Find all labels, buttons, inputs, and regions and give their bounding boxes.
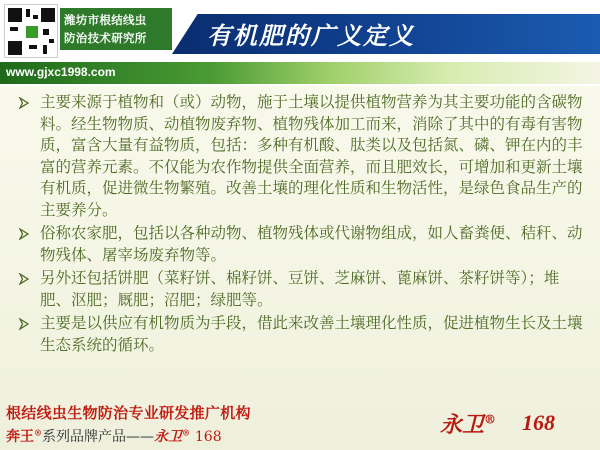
registered-mark: ® [34, 427, 42, 438]
org-name [60, 8, 172, 50]
url-bar [0, 62, 600, 84]
page-title: 有机肥的广义定义 [207, 21, 415, 50]
registered-mark: ® [182, 427, 190, 438]
bullet-item [18, 268, 584, 311]
arrow-bullet-icon [18, 97, 30, 109]
org-name-line1: 潍坊市根结线虫 [64, 13, 147, 27]
brand2-name: 永卫 [154, 429, 182, 445]
brand-name: 奔王 [6, 429, 34, 445]
logo-number: 168 [522, 410, 555, 435]
qr-code-icon [4, 4, 58, 58]
footer-tagline: 根结线虫生物防治专业研发推广机构 [6, 404, 251, 422]
footer [0, 398, 600, 450]
bullet-list [18, 92, 584, 358]
arrow-bullet-icon [18, 228, 30, 240]
bullet-text: 主要来源于植物和（或）动物，施于土壤以提供植物营养为其主要功能的含碳物料。经生物物质、动植物废弃物、植物残体加工而来，消除了其中的有毒有害物质，富含大量有益物质，包括：多种有机酸、肽类以及包括氮、磷、钾在内的丰富的营养元素。不仅能为农作物提供全面营养，而且肥效长，可增加和更新土壤有机质，促进微生物繁殖。改善土壤的理化性质和生物活性，是绿色食品生产的主要养分。 [40, 93, 583, 219]
header [0, 0, 600, 86]
bullet-text: 另外还包括饼肥（菜籽饼、棉籽饼、豆饼、芝麻饼、蓖麻饼、茶籽饼等）；堆肥、沤肥；厩肥；沼肥；绿肥等。 [40, 269, 560, 309]
bullet-item [18, 92, 584, 221]
logo-registered-mark: ® [484, 412, 497, 427]
bullet-item [18, 313, 584, 356]
org-name-line2: 防治技术研究所 [64, 31, 147, 45]
brand2-number: 168 [194, 429, 222, 445]
logo-text: 永卫 [440, 412, 485, 438]
brand-logo [440, 408, 496, 439]
bullet-text: 俗称农家肥，包括以各种动物、植物残体或代谢物组成，如人畜粪便、秸秆、动物残体、屠宰场废弃物等。 [40, 224, 583, 264]
series-text: 系列品牌产品—— [42, 429, 154, 445]
website-url: www.gjxc1998.com [6, 65, 116, 79]
bullet-text: 主要是以供应有机物质为手段，借此来改善土壤理化性质，促进植物生长及土壤生态系统的循环。 [40, 314, 583, 354]
footer-brand-line [6, 426, 222, 446]
arrow-bullet-icon [18, 318, 30, 330]
arrow-bullet-icon [18, 273, 30, 285]
bullet-item [18, 223, 584, 266]
